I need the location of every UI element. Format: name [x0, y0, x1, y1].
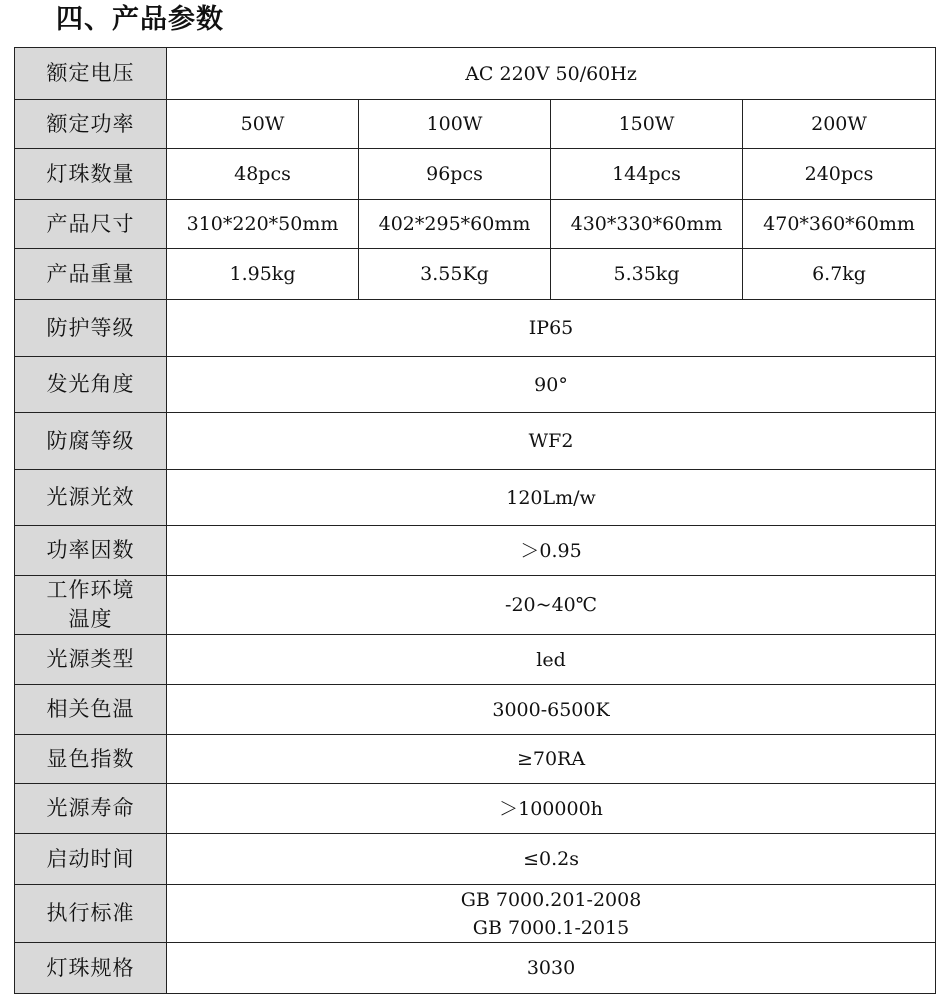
row-value: ≤0.2s [167, 834, 936, 885]
row-label [15, 576, 167, 635]
row-label: 灯珠规格 [15, 943, 167, 994]
table-row [15, 149, 936, 200]
table-row [15, 885, 936, 943]
row-value: WF2 [167, 413, 936, 470]
row-value: ≥70RA [167, 735, 936, 784]
row-label: 防护等级 [15, 300, 167, 357]
row-label: 光源类型 [15, 635, 167, 685]
product-parameters-table [14, 47, 936, 994]
table-row [15, 943, 936, 994]
row-value: led [167, 635, 936, 685]
section-heading: 四、产品参数 [56, 4, 224, 35]
table-row [15, 685, 936, 735]
row-value: 3030 [167, 943, 936, 994]
cell-value: 6.7kg [743, 249, 936, 300]
cell-value: 150W [551, 100, 743, 149]
cell-value: 100W [359, 100, 551, 149]
table-row [15, 100, 936, 149]
row-label-line: 温度 [68, 607, 113, 631]
table-row [15, 357, 936, 413]
row-label: 发光角度 [15, 357, 167, 413]
row-label: 功率因数 [15, 526, 167, 576]
cell-value: 50W [167, 100, 359, 149]
cell-value: 3.55Kg [359, 249, 551, 300]
row-value: IP65 [167, 300, 936, 357]
table-row [15, 735, 936, 784]
table-row [15, 834, 936, 885]
row-value: 120Lm/w [167, 470, 936, 526]
cell-value: 5.35kg [551, 249, 743, 300]
table-row [15, 470, 936, 526]
cell-value: 200W [743, 100, 936, 149]
table-row [15, 784, 936, 834]
row-label: 显色指数 [15, 735, 167, 784]
row-value: 3000-6500K [167, 685, 936, 735]
cell-value: 96pcs [359, 149, 551, 200]
row-value: ＞0.95 [167, 526, 936, 576]
row-label: 启动时间 [15, 834, 167, 885]
table-row [15, 635, 936, 685]
row-label: 额定功率 [15, 100, 167, 149]
table-row [15, 413, 936, 470]
table-row [15, 526, 936, 576]
row-label: 防腐等级 [15, 413, 167, 470]
table-row [15, 300, 936, 357]
row-label-line: 工作环境 [46, 578, 135, 602]
table-row [15, 48, 936, 100]
table-row [15, 249, 936, 300]
cell-value: 402*295*60mm [359, 200, 551, 249]
row-label: 产品尺寸 [15, 200, 167, 249]
row-label: 额定电压 [15, 48, 167, 100]
row-label: 产品重量 [15, 249, 167, 300]
cell-value: 48pcs [167, 149, 359, 200]
cell-value: 310*220*50mm [167, 200, 359, 249]
row-value: ＞100000h [167, 784, 936, 834]
row-value-line: GB 7000.201-2008 [460, 888, 642, 911]
row-label: 光源寿命 [15, 784, 167, 834]
row-value: 90° [167, 357, 936, 413]
row-value: -20~40℃ [167, 576, 936, 635]
row-label: 光源光效 [15, 470, 167, 526]
table-row [15, 576, 936, 635]
row-label: 相关色温 [15, 685, 167, 735]
cell-value: 144pcs [551, 149, 743, 200]
cell-value: 430*330*60mm [551, 200, 743, 249]
row-value-line: GB 7000.1-2015 [472, 916, 630, 939]
row-value: AC 220V 50/60Hz [167, 48, 936, 100]
row-value [167, 885, 936, 943]
cell-value: 1.95kg [167, 249, 359, 300]
table-row [15, 200, 936, 249]
row-label: 执行标准 [15, 885, 167, 943]
cell-value: 470*360*60mm [743, 200, 936, 249]
row-label: 灯珠数量 [15, 149, 167, 200]
cell-value: 240pcs [743, 149, 936, 200]
